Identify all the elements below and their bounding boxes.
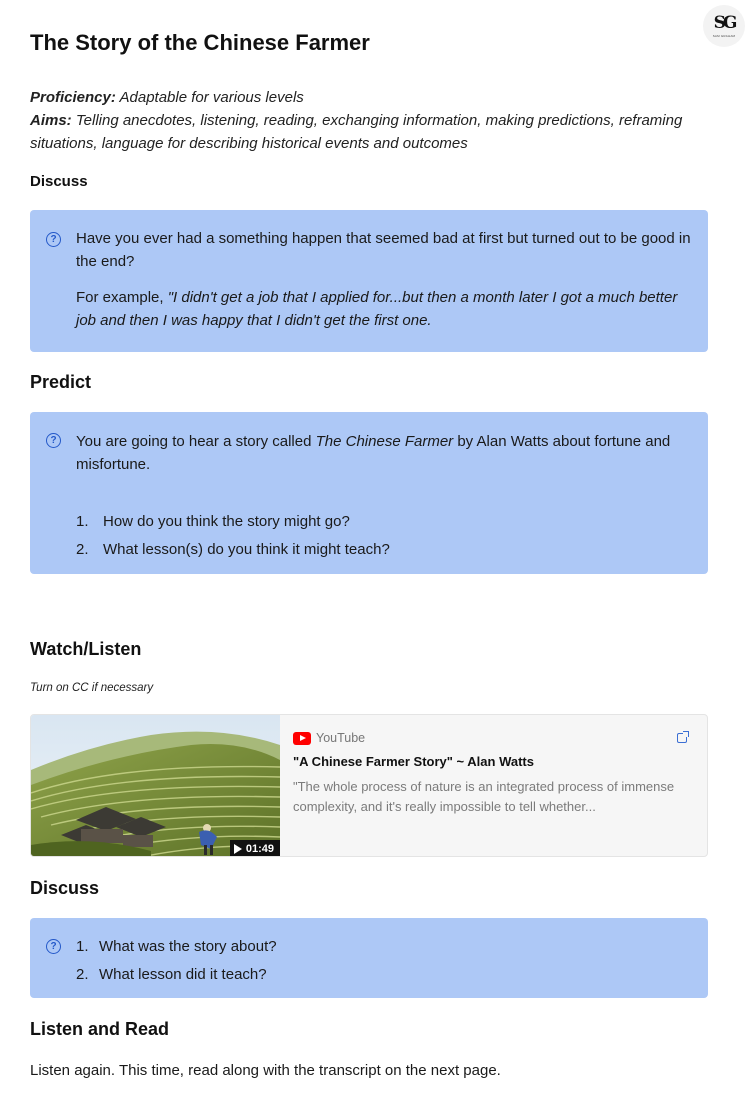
cc-note: Turn on CC if necessary — [30, 682, 154, 694]
discuss-heading: Discuss — [30, 173, 88, 190]
youtube-icon — [293, 732, 311, 745]
provider-name: YouTube — [316, 731, 366, 745]
aims-value: Telling anecdotes, listening, reading, exchanging information, making predictions, reframing situations, language for describing historical events and outcomes — [30, 112, 683, 152]
discuss-example — [76, 286, 696, 332]
video-description: "The whole process of nature is an integrated process of immense complexity, and it's really impossible to tell whether... — [293, 779, 675, 814]
watch-heading: Watch/Listen — [30, 639, 142, 659]
external-link-icon[interactable] — [677, 733, 687, 743]
predict-intro-before: You are going to hear a story called — [76, 433, 316, 450]
author-logo — [703, 5, 745, 47]
play-icon — [234, 844, 242, 854]
logo-mark: SG — [713, 12, 735, 33]
predict-intro — [76, 430, 696, 476]
video-provider — [293, 731, 365, 745]
list-text: What lesson(s) do you think it might teach? — [103, 541, 390, 558]
list-number: 2. — [76, 966, 89, 983]
list-number: 1. — [76, 513, 89, 530]
aims-label: Aims: — [30, 112, 72, 129]
predict-heading: Predict — [30, 372, 92, 392]
listen-read-heading: Listen and Read — [30, 1019, 170, 1039]
logo-tagline: SAM GRAHAM — [712, 33, 736, 38]
list-item — [76, 961, 277, 989]
predict-intro-after: by Alan Watts about fortune and misfortune. — [76, 433, 671, 473]
discuss2-list — [76, 933, 277, 989]
duration-text: 01:49 — [245, 843, 274, 855]
bookmark-body — [293, 715, 693, 857]
video-title[interactable]: "A Chinese Farmer Story" ~ Alan Watts — [293, 754, 534, 769]
page-title: The Story of the Chinese Farmer — [30, 30, 370, 55]
question-icon: ? — [46, 433, 61, 448]
predict-list — [76, 508, 390, 564]
list-item — [76, 508, 390, 536]
example-quote: "I didn't get a job that I applied for...but then a month later I got a much better job and then I was happy that I didn't get the first one. — [76, 289, 678, 329]
listen-read-text: Listen again. This time, read along with the transcript on the next page. — [30, 1062, 501, 1079]
video-duration — [230, 840, 280, 857]
list-item — [76, 933, 277, 961]
discuss-question: Have you ever had a something happen that seemed bad at first but turned out to be good in the end? — [76, 230, 691, 270]
list-number: 2. — [76, 541, 89, 558]
proficiency-label: Proficiency: — [30, 89, 116, 106]
story-title: The Chinese Farmer — [315, 433, 454, 450]
example-prefix: For example, — [76, 289, 168, 306]
rice-terrace-image — [31, 715, 280, 857]
question-icon: ? — [46, 232, 61, 247]
question-icon: ? — [46, 939, 61, 954]
list-item — [76, 536, 390, 564]
discuss2-heading: Discuss — [30, 878, 100, 898]
list-text: What was the story about? — [99, 938, 277, 955]
proficiency-value: Adaptable for various levels — [119, 89, 304, 106]
list-text: How do you think the story might go? — [103, 513, 350, 530]
video-bookmark[interactable] — [30, 714, 708, 857]
list-number: 1. — [76, 938, 89, 955]
discuss2-callout — [30, 918, 708, 998]
list-text: What lesson did it teach? — [99, 966, 267, 983]
predict-callout — [30, 412, 708, 574]
discuss-callout — [30, 210, 708, 352]
lesson-meta — [30, 86, 720, 155]
video-thumbnail[interactable] — [31, 715, 280, 857]
